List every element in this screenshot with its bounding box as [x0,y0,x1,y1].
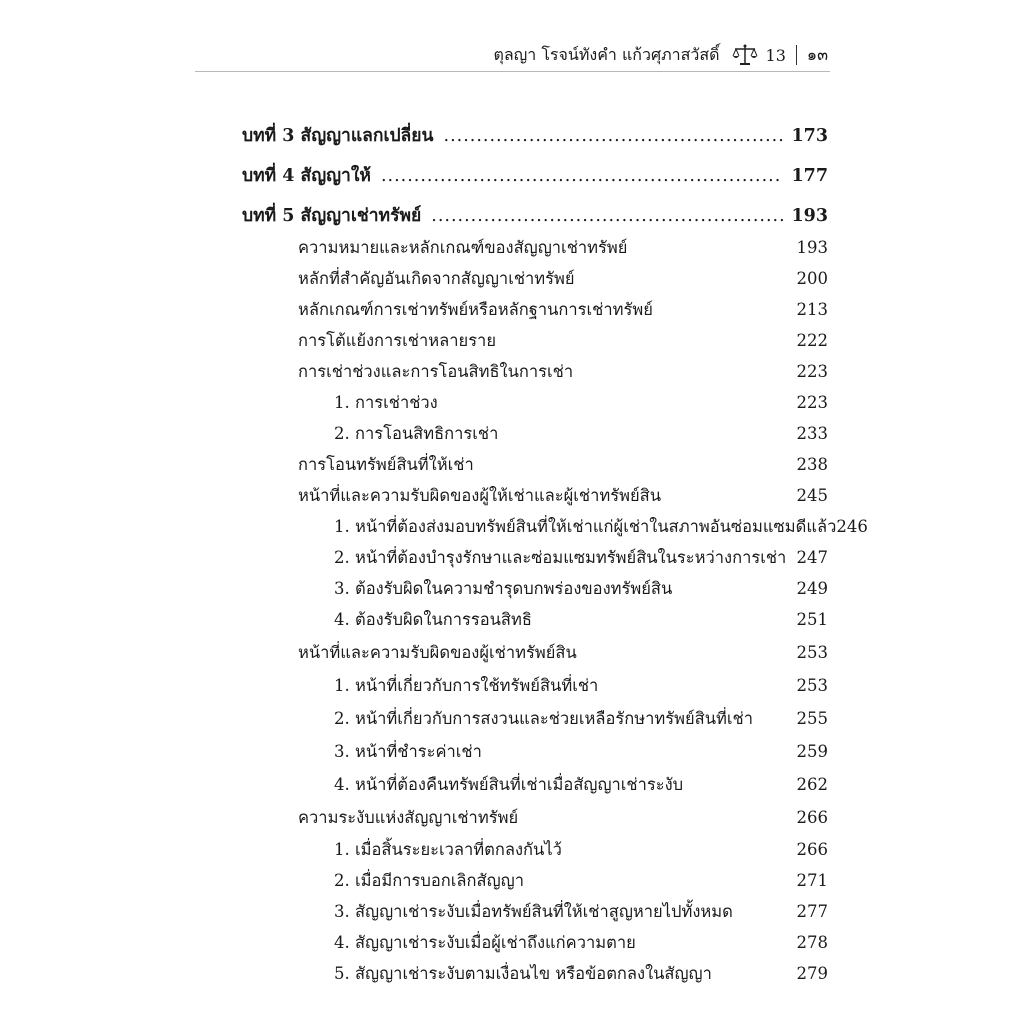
toc-chapter-title: บทที่ 3 สัญญาแลกเปลี่ยน [242,126,434,146]
toc-page-number: 279 [796,964,828,983]
toc-entry [298,358,828,386]
toc-entry-title: 1. การเช่าช่วง [334,393,438,412]
toc-entry-title: 3. สัญญาเช่าระงับเมื่อทรัพย์สินที่ให้เช่าสูญหายไปทั้งหมด [334,902,733,921]
toc-page-number: 213 [796,300,828,319]
toc-subentry [334,513,868,541]
toc-entry-title: 1. หน้าที่ต้องส่งมอบทรัพย์สินที่ให้เช่าแก่ผู้เช่าในสภาพอันซ่อมแซมดีแล้ว [334,517,837,536]
toc-subentry [334,672,828,700]
toc-entry-title: หลักเกณฑ์การเช่าทรัพย์หรือหลักฐานการเช่าทรัพย์ [298,300,653,319]
toc-page-number: 245 [796,486,828,505]
toc-entry-title: ความหมายและหลักเกณฑ์ของสัญญาเช่าทรัพย์ [298,238,628,257]
toc-subentry [334,606,828,634]
toc-page-number: 253 [796,676,828,695]
toc-entry-title: หลักที่สำคัญอันเกิดจากสัญญาเช่าทรัพย์ [298,269,575,288]
toc-page-number: 246 [836,517,868,536]
header-page-number: 13 [765,45,786,65]
toc-entry-title: 4. สัญญาเช่าระงับเมื่อผู้เช่าถึงแก่ความตาย [334,933,636,952]
toc-entry [298,639,828,667]
toc-page-number: 251 [796,610,828,629]
toc-entry-title: 1. เมื่อสิ้นระยะเวลาที่ตกลงกันไว้ [334,840,562,859]
toc-entry-title: 2. หน้าที่เกี่ยวกับการสงวนและช่วยเหลือรักษาทรัพย์สินที่เช่า [334,709,753,728]
toc-page-number: 177 [791,166,828,186]
toc-page-number: 222 [796,331,828,350]
toc-page-number: 278 [796,933,828,952]
toc-entry-title: 2. การโอนสิทธิการเช่า [334,424,499,443]
toc-page-number: 277 [796,902,828,921]
toc-subentry [334,771,828,799]
toc-page-number: 193 [796,238,828,257]
toc-entry-title: 3. ต้องรับผิดในความชำรุดบกพร่องของทรัพย์สิน [334,579,673,598]
toc-page-number: 249 [796,579,828,598]
toc-subentry [334,705,828,733]
toc-page-number: 271 [796,871,828,890]
toc-page-number: 262 [796,775,828,794]
toc-page-number: 255 [796,709,828,728]
toc-entry-title: 4. หน้าที่ต้องคืนทรัพย์สินที่เช่าเมื่อสัญญาเช่าระงับ [334,775,684,794]
toc-page-number: 223 [796,362,828,381]
toc-subentry [334,420,828,448]
toc-subentry [334,836,828,864]
toc-entry-title: 2. เมื่อมีการบอกเลิกสัญญา [334,871,524,890]
header-authors: ตุลญา โรจน์ทังคำ แก้วศุภาสวัสดิ์ [493,44,720,64]
dot-leader [431,202,783,230]
toc-entry [298,327,828,355]
toc-entry [298,234,828,262]
toc-entry-title: หน้าที่และความรับผิดของผู้ให้เช่าและผู้เช่าทรัพย์สิน [298,486,662,505]
toc-entry-title: หน้าที่และความรับผิดของผู้เช่าทรัพย์สิน [298,643,577,662]
toc-page-number: 259 [796,742,828,761]
toc-page-number: 238 [796,455,828,474]
toc-subentry [334,575,828,603]
toc-page-number: 193 [791,206,828,226]
toc-page-number: 200 [796,269,828,288]
toc-page-number: 233 [796,424,828,443]
toc-entry [298,296,828,324]
toc-chapter-title: บทที่ 4 สัญญาให้ [242,166,371,186]
toc-page-number: 253 [796,643,828,662]
toc-page-number: 247 [796,548,828,567]
toc-entry-title: 4. ต้องรับผิดในการรอนสิทธิ [334,610,532,629]
toc-entry-title: การโอนทรัพย์สินที่ให้เช่า [298,455,474,474]
toc-chapter-5 [242,202,828,230]
toc-page-number: 173 [791,126,828,146]
toc-entry-title: 5. สัญญาเช่าระงับตามเงื่อนไข หรือข้อตกลงในสัญญา [334,964,712,983]
toc-subentry [334,867,828,895]
toc-entry-title: 2. หน้าที่ต้องบำรุงรักษาและซ่อมแซมทรัพย์สินในระหว่างการเช่า [334,548,787,567]
toc-entry-title: การเช่าช่วงและการโอนสิทธิในการเช่า [298,362,574,381]
toc-page-number: 266 [796,808,828,827]
toc-subentry [334,898,828,926]
toc-page-number: 223 [796,393,828,412]
toc-entry [298,265,828,293]
toc-subentry [334,389,828,417]
toc-page-number: 266 [796,840,828,859]
toc-subentry [334,929,828,957]
toc-entry [298,482,828,510]
toc-chapter-4 [242,162,828,190]
toc-entry-title: ความระงับแห่งสัญญาเช่าทรัพย์ [298,808,519,827]
toc-entry-title: 3. หน้าที่ชำระค่าเช่า [334,742,482,761]
toc-entry [298,804,828,832]
toc-chapter-3 [242,122,828,150]
dot-leader [444,122,784,150]
toc-entry-title: การโต้แย้งการเช่าหลายราย [298,331,496,350]
toc-entry [298,451,828,479]
toc-chapter-title: บทที่ 5 สัญญาเช่าทรัพย์ [242,206,422,226]
toc-entry-title: 1. หน้าที่เกี่ยวกับการใช้ทรัพย์สินที่เช่า [334,676,599,695]
toc-subentry [334,544,828,572]
toc-subentry [334,738,828,766]
header-page-number-thai: ๑๓ [806,44,828,64]
dot-leader [381,162,784,190]
toc-subentry [334,960,828,988]
